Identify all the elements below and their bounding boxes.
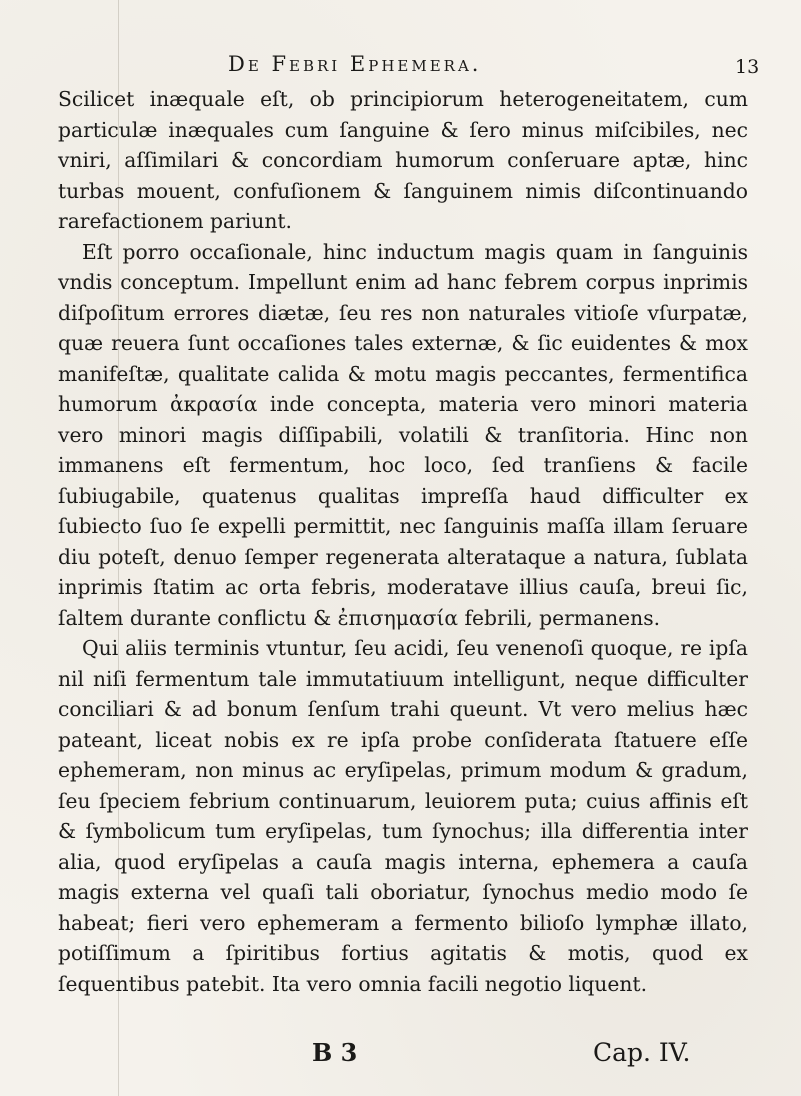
page-header <box>0 52 801 82</box>
signature-mark: B 3 <box>312 1038 358 1067</box>
paragraph-2: Eſt porro occaſionale, hinc inductum magis quam in ſanguinis vndis conceptum. Impellunt enim ad hanc febrem corpus inprimis diſpoſitum errores diætæ, ſeu res non naturales vitioſe vſurpatæ, quæ reuera ſunt occaſiones tales externæ, & ſic euidentes & mox manifeſtæ, qualitate calida & motu magis peccantes, fermentifica humorum ἀκρασία inde concepta, materia vero minori materia vero minori magis diſſipabili, volatili & tranſitoria. Hinc non immanens eſt fermentum, hoc loco, ſed tranſiens & facile ſubiugabile, quatenus qualitas impreſſa haud difficulter ex ſubiecto ſuo ſe expelli permittit, nec ſanguinis maſſa illam ſeruare diu poteſt, denuo ſemper regenerata alterataque a natura, ſublata inprimis ſtatim ac orta febris, moderatave illius cauſa, breui ſic, ſaltem durante conflictu & ἐπισημασία febrili, permanens. <box>58 239 748 630</box>
running-title: De Febri Ephemera. <box>228 52 482 76</box>
page-footer <box>0 1038 801 1072</box>
page-number: 13 <box>735 56 760 78</box>
body-text <box>58 84 748 999</box>
catchword: Cap. IV. <box>593 1038 691 1067</box>
paragraph-1: Scilicet inæquale eſt, ob principiorum heterogeneitatem, cum particulæ inæquales cum ſanguine & ſero minus miſcibiles, nec vniri, aſſimilari & concordiam humorum conſeruare aptæ, hinc turbas mouent, confuſionem & ſanguinem nimis diſcontinuando rarefactionem pariunt. <box>58 87 748 233</box>
paragraph-3: Qui aliis terminis vtuntur, ſeu acidi, ſeu venenoſi quoque, re ipſa nil niſi fermentum tale immutatiuum intelligunt, neque difficulter conciliari & ad bonum ſenſum trahi queunt. Vt vero melius hæc pateant, liceat nobis ex re ipſa probe conſiderata ſtatuere eſſe ephemeram, non minus ac eryſipelas, primum modum & gradum, ſeu ſpeciem febrium continuarum, leuiorem puta; cuius affinis eſt & ſymbolicum tum eryſipelas, tum ſynochus; illa differentia inter alia, quod eryſipelas a cauſa magis interna, ephemera a cauſa magis externa vel quaſi tali oboriatur, ſynochus medio modo ſe habeat; fieri vero ephemeram a fermento bilioſo lymphæ illato, potiſſimum a ſpiritibus fortius agitatis & motis, quod ex ſequentibus patebit. Ita vero omnia facili negotio liquent. <box>58 636 748 996</box>
